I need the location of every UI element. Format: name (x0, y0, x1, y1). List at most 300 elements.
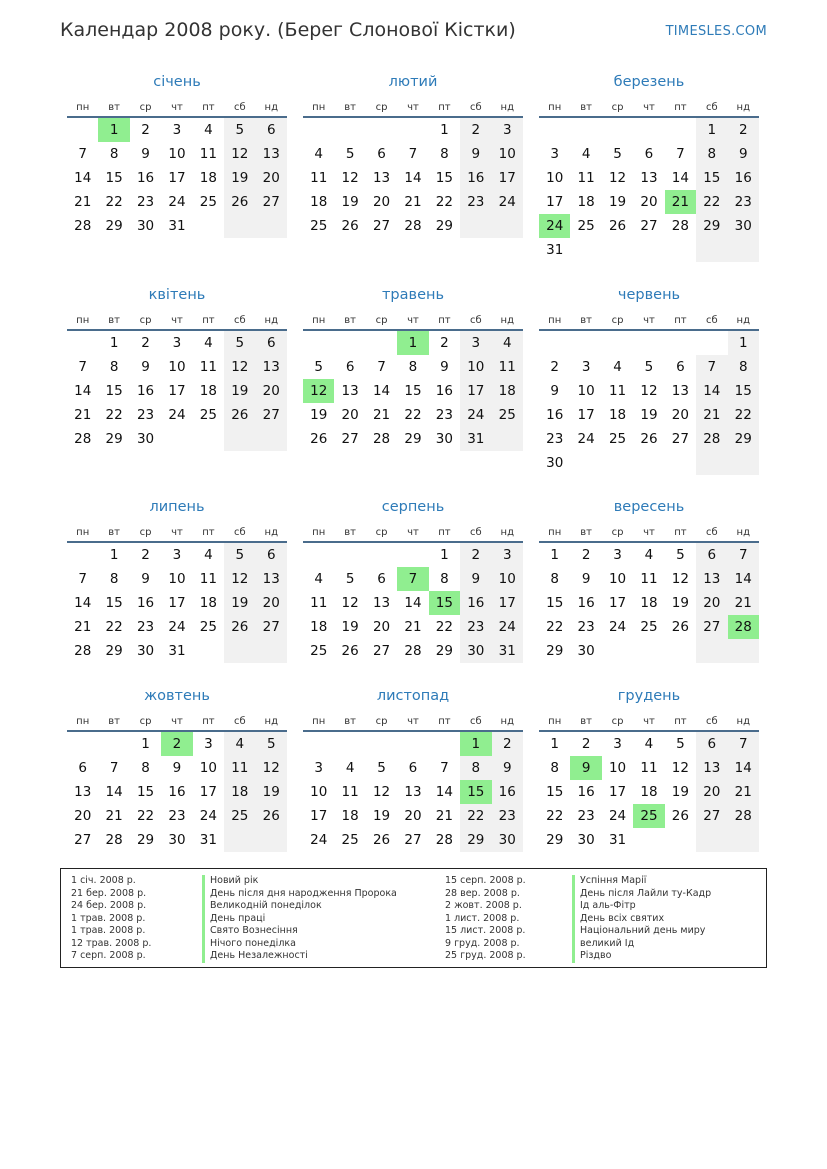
day-cell[interactable]: 6 (644, 146, 654, 162)
day-cell[interactable]: 27 (256, 190, 287, 214)
day-cell[interactable]: 23 (136, 194, 155, 210)
day-cell[interactable]: 4 (224, 731, 255, 756)
day-cell[interactable]: 17 (492, 166, 523, 190)
day-cell[interactable]: 13 (256, 142, 287, 166)
day-cell[interactable]: 7 (109, 760, 119, 776)
day-cell[interactable]: 22 (546, 808, 564, 824)
day-cell[interactable]: 2 (581, 736, 591, 752)
day-cell[interactable]: 9 (460, 567, 491, 591)
day-cell[interactable]: 4 (492, 330, 523, 355)
day-cell[interactable]: 29 (105, 431, 123, 447)
day-cell[interactable]: 16 (492, 780, 523, 804)
day-cell[interactable]: 26 (341, 218, 359, 234)
day-cell[interactable]: 29 (435, 643, 453, 659)
day-cell[interactable]: 12 (671, 571, 689, 587)
day-cell[interactable]: 19 (310, 407, 328, 423)
day-cell[interactable]: 7 (377, 359, 386, 375)
day-cell[interactable]: 12 (671, 760, 689, 776)
day-cell[interactable]: 9 (492, 756, 523, 780)
day-cell[interactable]: 29 (696, 214, 727, 238)
day-cell[interactable]: 1 (460, 731, 491, 756)
day-cell[interactable]: 29 (105, 643, 123, 659)
day-cell[interactable]: 22 (105, 619, 123, 635)
day-cell[interactable]: 27 (696, 615, 727, 639)
day-cell[interactable]: 5 (256, 731, 287, 756)
day-cell[interactable]: 12 (256, 756, 287, 780)
day-cell[interactable]: 20 (696, 780, 727, 804)
day-cell[interactable]: 11 (640, 571, 658, 587)
day-cell[interactable]: 5 (224, 542, 255, 567)
day-cell[interactable]: 4 (644, 736, 654, 752)
day-cell[interactable]: 6 (345, 359, 355, 375)
day-cell[interactable]: 17 (492, 591, 523, 615)
day-cell[interactable]: 4 (581, 146, 591, 162)
day-cell[interactable]: 18 (199, 595, 217, 611)
day-cell[interactable]: 30 (136, 431, 155, 447)
day-cell[interactable]: 7 (78, 359, 87, 375)
day-cell[interactable]: 1 (141, 736, 150, 752)
day-cell[interactable]: 22 (105, 194, 123, 210)
day-cell[interactable]: 27 (256, 615, 287, 639)
day-cell[interactable]: 23 (136, 407, 155, 423)
day-cell[interactable]: 18 (224, 780, 255, 804)
day-cell[interactable]: 16 (728, 166, 759, 190)
day-cell[interactable]: 20 (640, 194, 658, 210)
day-cell[interactable]: 6 (256, 330, 287, 355)
day-cell[interactable]: 14 (404, 170, 422, 186)
day-cell[interactable]: 1 (397, 330, 428, 355)
day-cell[interactable]: 17 (168, 595, 186, 611)
day-cell[interactable]: 16 (168, 784, 186, 800)
day-cell[interactable]: 14 (105, 784, 123, 800)
day-cell[interactable]: 18 (310, 194, 328, 210)
day-cell[interactable]: 12 (224, 142, 255, 166)
day-cell[interactable]: 5 (676, 547, 685, 563)
day-cell[interactable]: 10 (608, 571, 627, 587)
day-cell[interactable]: 27 (372, 643, 391, 659)
day-cell[interactable]: 6 (78, 760, 87, 776)
day-cell[interactable]: 26 (671, 619, 689, 635)
day-cell[interactable]: 24 (608, 619, 627, 635)
day-cell[interactable]: 26 (224, 190, 255, 214)
day-cell[interactable]: 24 (168, 619, 186, 635)
day-cell[interactable]: 3 (172, 547, 182, 563)
day-cell[interactable]: 1 (98, 117, 129, 142)
day-cell[interactable]: 14 (435, 784, 453, 800)
day-cell[interactable]: 20 (256, 379, 287, 403)
day-cell[interactable]: 30 (168, 832, 186, 848)
day-cell[interactable]: 22 (696, 190, 727, 214)
day-cell[interactable]: 28 (105, 832, 123, 848)
day-cell[interactable]: 15 (546, 595, 564, 611)
day-cell[interactable]: 21 (728, 780, 759, 804)
day-cell[interactable]: 10 (168, 571, 186, 587)
day-cell[interactable]: 19 (640, 407, 658, 423)
day-cell[interactable]: 24 (310, 832, 328, 848)
day-cell[interactable]: 24 (168, 407, 186, 423)
day-cell[interactable]: 12 (341, 595, 359, 611)
day-cell[interactable]: 11 (608, 383, 627, 399)
day-cell[interactable]: 24 (460, 403, 491, 427)
day-cell[interactable]: 6 (676, 359, 685, 375)
day-cell[interactable]: 7 (440, 760, 449, 776)
day-cell[interactable]: 19 (224, 166, 255, 190)
day-cell[interactable]: 28 (728, 615, 759, 639)
day-cell[interactable]: 13 (372, 170, 391, 186)
day-cell[interactable]: 2 (141, 335, 150, 351)
day-cell[interactable]: 3 (550, 146, 559, 162)
day-cell[interactable]: 25 (577, 218, 595, 234)
day-cell[interactable]: 2 (460, 542, 491, 567)
day-cell[interactable]: 16 (136, 170, 155, 186)
day-cell[interactable]: 29 (404, 431, 422, 447)
day-cell[interactable]: 26 (640, 431, 658, 447)
day-cell[interactable]: 12 (224, 355, 255, 379)
day-cell[interactable]: 8 (440, 146, 449, 162)
day-cell[interactable]: 28 (74, 431, 92, 447)
day-cell[interactable]: 14 (404, 595, 422, 611)
day-cell[interactable]: 15 (105, 170, 123, 186)
day-cell[interactable]: 16 (577, 595, 595, 611)
day-cell[interactable]: 19 (224, 591, 255, 615)
day-cell[interactable]: 26 (224, 403, 255, 427)
day-cell[interactable]: 3 (492, 542, 523, 567)
day-cell[interactable]: 4 (314, 146, 323, 162)
day-cell[interactable]: 6 (696, 731, 727, 756)
day-cell[interactable]: 28 (435, 832, 453, 848)
day-cell[interactable]: 15 (404, 383, 422, 399)
day-cell[interactable]: 6 (408, 760, 418, 776)
day-cell[interactable]: 4 (204, 335, 213, 351)
day-cell[interactable]: 16 (546, 407, 564, 423)
day-cell[interactable]: 17 (310, 808, 328, 824)
day-cell[interactable]: 29 (136, 832, 155, 848)
day-cell[interactable]: 28 (404, 643, 422, 659)
day-cell[interactable]: 27 (671, 431, 689, 447)
day-cell[interactable]: 19 (608, 194, 627, 210)
day-cell[interactable]: 20 (341, 407, 359, 423)
day-cell[interactable]: 11 (199, 146, 217, 162)
day-cell[interactable]: 3 (460, 330, 491, 355)
day-cell[interactable]: 31 (546, 242, 564, 258)
day-cell[interactable]: 15 (105, 595, 123, 611)
day-cell[interactable]: 4 (644, 547, 654, 563)
day-cell[interactable]: 7 (676, 146, 685, 162)
day-cell[interactable]: 18 (640, 595, 658, 611)
day-cell[interactable]: 24 (199, 808, 217, 824)
day-cell[interactable]: 31 (168, 218, 186, 234)
day-cell[interactable]: 14 (696, 379, 727, 403)
day-cell[interactable]: 29 (546, 643, 564, 659)
day-cell[interactable]: 17 (608, 784, 627, 800)
day-cell[interactable]: 2 (728, 117, 759, 142)
day-cell[interactable]: 1 (440, 122, 449, 138)
day-cell[interactable]: 18 (608, 407, 627, 423)
day-cell[interactable]: 2 (492, 731, 523, 756)
day-cell[interactable]: 20 (696, 591, 727, 615)
day-cell[interactable]: 14 (74, 170, 92, 186)
day-cell[interactable]: 28 (74, 643, 92, 659)
day-cell[interactable]: 13 (640, 170, 658, 186)
day-cell[interactable]: 25 (492, 403, 523, 427)
day-cell[interactable]: 20 (372, 619, 391, 635)
day-cell[interactable]: 8 (440, 571, 449, 587)
day-cell[interactable]: 21 (372, 407, 391, 423)
day-cell[interactable]: 9 (141, 359, 150, 375)
day-cell[interactable]: 12 (372, 784, 391, 800)
day-cell[interactable]: 13 (256, 567, 287, 591)
day-cell[interactable]: 26 (256, 804, 287, 828)
day-cell[interactable]: 1 (728, 330, 759, 355)
day-cell[interactable]: 2 (141, 547, 150, 563)
day-cell[interactable]: 2 (460, 117, 491, 142)
day-cell[interactable]: 5 (345, 571, 355, 587)
day-cell[interactable]: 26 (310, 431, 328, 447)
day-cell[interactable]: 21 (105, 808, 123, 824)
day-cell[interactable]: 15 (460, 780, 491, 804)
day-cell[interactable]: 24 (608, 808, 627, 824)
day-cell[interactable]: 27 (404, 832, 422, 848)
day-cell[interactable]: 21 (404, 619, 422, 635)
day-cell[interactable]: 13 (256, 355, 287, 379)
day-cell[interactable]: 11 (224, 756, 255, 780)
day-cell[interactable]: 5 (224, 117, 255, 142)
day-cell[interactable]: 19 (341, 194, 359, 210)
day-cell[interactable]: 20 (256, 166, 287, 190)
day-cell[interactable]: 10 (546, 170, 564, 186)
day-cell[interactable]: 29 (105, 218, 123, 234)
day-cell[interactable]: 11 (199, 359, 217, 375)
day-cell[interactable]: 5 (224, 330, 255, 355)
day-cell[interactable]: 9 (550, 383, 559, 399)
day-cell[interactable]: 26 (608, 218, 627, 234)
day-cell[interactable]: 12 (341, 170, 359, 186)
day-cell[interactable]: 20 (671, 407, 689, 423)
day-cell[interactable]: 13 (404, 784, 422, 800)
day-cell[interactable]: 25 (640, 619, 658, 635)
day-cell[interactable]: 16 (136, 595, 155, 611)
day-cell[interactable]: 27 (256, 403, 287, 427)
day-cell[interactable]: 8 (109, 146, 119, 162)
day-cell[interactable]: 18 (341, 808, 359, 824)
day-cell[interactable]: 5 (377, 760, 386, 776)
day-cell[interactable]: 21 (74, 194, 92, 210)
day-cell[interactable]: 22 (435, 194, 453, 210)
day-cell[interactable]: 4 (314, 571, 323, 587)
day-cell[interactable]: 22 (460, 804, 491, 828)
day-cell[interactable]: 11 (310, 595, 328, 611)
day-cell[interactable]: 30 (435, 431, 453, 447)
day-cell[interactable]: 4 (204, 547, 213, 563)
day-cell[interactable]: 7 (78, 146, 87, 162)
day-cell[interactable]: 15 (429, 591, 460, 615)
day-cell[interactable]: 14 (728, 756, 759, 780)
day-cell[interactable]: 3 (581, 359, 591, 375)
day-cell[interactable]: 24 (539, 214, 570, 238)
day-cell[interactable]: 31 (608, 832, 627, 848)
day-cell[interactable]: 17 (460, 379, 491, 403)
day-cell[interactable]: 25 (310, 643, 328, 659)
day-cell[interactable]: 21 (404, 194, 422, 210)
day-cell[interactable]: 10 (608, 760, 627, 776)
day-cell[interactable]: 23 (136, 619, 155, 635)
day-cell[interactable]: 7 (728, 542, 759, 567)
day-cell[interactable]: 16 (435, 383, 453, 399)
day-cell[interactable]: 24 (168, 194, 186, 210)
day-cell[interactable]: 19 (671, 595, 689, 611)
day-cell[interactable]: 19 (372, 808, 391, 824)
day-cell[interactable]: 10 (492, 567, 523, 591)
day-cell[interactable]: 4 (345, 760, 355, 776)
day-cell[interactable]: 20 (404, 808, 422, 824)
day-cell[interactable]: 30 (577, 643, 595, 659)
day-cell[interactable]: 19 (671, 784, 689, 800)
day-cell[interactable]: 21 (74, 407, 92, 423)
day-cell[interactable]: 26 (341, 643, 359, 659)
day-cell[interactable]: 27 (372, 218, 391, 234)
day-cell[interactable]: 8 (141, 760, 150, 776)
day-cell[interactable]: 8 (550, 760, 559, 776)
day-cell[interactable]: 24 (492, 190, 523, 214)
day-cell[interactable]: 25 (199, 194, 217, 210)
day-cell[interactable]: 22 (136, 808, 155, 824)
day-cell[interactable]: 2 (161, 731, 192, 756)
day-cell[interactable]: 3 (613, 547, 622, 563)
day-cell[interactable]: 13 (671, 383, 689, 399)
day-cell[interactable]: 28 (74, 218, 92, 234)
day-cell[interactable]: 8 (460, 756, 491, 780)
day-cell[interactable]: 14 (372, 383, 391, 399)
day-cell[interactable]: 15 (728, 379, 759, 403)
day-cell[interactable]: 16 (577, 784, 595, 800)
day-cell[interactable]: 18 (577, 194, 595, 210)
day-cell[interactable]: 18 (492, 379, 523, 403)
day-cell[interactable]: 30 (492, 828, 523, 852)
day-cell[interactable]: 10 (168, 359, 186, 375)
day-cell[interactable]: 6 (377, 146, 386, 162)
day-cell[interactable]: 2 (141, 122, 150, 138)
day-cell[interactable]: 12 (303, 379, 334, 403)
day-cell[interactable]: 13 (74, 784, 92, 800)
day-cell[interactable]: 9 (570, 756, 601, 780)
day-cell[interactable]: 20 (74, 808, 92, 824)
day-cell[interactable]: 19 (224, 379, 255, 403)
day-cell[interactable]: 13 (696, 567, 727, 591)
day-cell[interactable]: 14 (74, 383, 92, 399)
day-cell[interactable]: 21 (435, 808, 453, 824)
day-cell[interactable]: 19 (341, 619, 359, 635)
day-cell[interactable]: 18 (199, 170, 217, 186)
day-cell[interactable]: 14 (74, 595, 92, 611)
day-cell[interactable]: 13 (372, 595, 391, 611)
day-cell[interactable]: 27 (696, 804, 727, 828)
day-cell[interactable]: 31 (492, 639, 523, 663)
day-cell[interactable]: 10 (460, 355, 491, 379)
day-cell[interactable]: 31 (199, 832, 217, 848)
day-cell[interactable]: 11 (640, 760, 658, 776)
day-cell[interactable]: 9 (460, 142, 491, 166)
day-cell[interactable]: 5 (613, 146, 622, 162)
day-cell[interactable]: 5 (314, 359, 323, 375)
day-cell[interactable]: 25 (199, 407, 217, 423)
day-cell[interactable]: 10 (310, 784, 328, 800)
day-cell[interactable]: 1 (696, 117, 727, 142)
brand-link[interactable]: TIMESLES.COM (665, 24, 767, 39)
day-cell[interactable]: 1 (440, 547, 449, 563)
day-cell[interactable]: 16 (136, 383, 155, 399)
day-cell[interactable]: 17 (168, 170, 186, 186)
day-cell[interactable]: 21 (728, 591, 759, 615)
day-cell[interactable]: 23 (168, 808, 186, 824)
day-cell[interactable]: 22 (728, 403, 759, 427)
day-cell[interactable]: 30 (546, 455, 564, 471)
day-cell[interactable]: 18 (310, 619, 328, 635)
day-cell[interactable]: 25 (608, 431, 627, 447)
day-cell[interactable]: 3 (204, 736, 213, 752)
day-cell[interactable]: 8 (696, 142, 727, 166)
day-cell[interactable]: 18 (640, 784, 658, 800)
day-cell[interactable]: 14 (728, 567, 759, 591)
day-cell[interactable]: 11 (310, 170, 328, 186)
day-cell[interactable]: 5 (676, 736, 685, 752)
day-cell[interactable]: 9 (141, 571, 150, 587)
day-cell[interactable]: 23 (577, 619, 595, 635)
day-cell[interactable]: 10 (199, 760, 217, 776)
day-cell[interactable]: 29 (546, 832, 564, 848)
day-cell[interactable]: 7 (728, 731, 759, 756)
day-cell[interactable]: 26 (372, 832, 391, 848)
day-cell[interactable]: 15 (435, 170, 453, 186)
day-cell[interactable]: 20 (256, 591, 287, 615)
day-cell[interactable]: 3 (613, 736, 622, 752)
day-cell[interactable]: 9 (728, 142, 759, 166)
day-cell[interactable]: 29 (728, 427, 759, 451)
day-cell[interactable]: 11 (341, 784, 359, 800)
day-cell[interactable]: 23 (577, 808, 595, 824)
day-cell[interactable]: 14 (671, 170, 689, 186)
day-cell[interactable]: 25 (633, 804, 664, 828)
day-cell[interactable]: 3 (492, 117, 523, 142)
day-cell[interactable]: 20 (372, 194, 391, 210)
day-cell[interactable]: 4 (204, 122, 213, 138)
day-cell[interactable]: 9 (172, 760, 182, 776)
day-cell[interactable]: 16 (460, 591, 491, 615)
day-cell[interactable]: 6 (256, 117, 287, 142)
day-cell[interactable]: 3 (314, 760, 323, 776)
day-cell[interactable]: 11 (199, 571, 217, 587)
day-cell[interactable]: 27 (341, 431, 359, 447)
day-cell[interactable]: 25 (341, 832, 359, 848)
day-cell[interactable]: 28 (728, 804, 759, 828)
day-cell[interactable]: 9 (440, 359, 449, 375)
day-cell[interactable]: 2 (581, 547, 591, 563)
day-cell[interactable]: 12 (640, 383, 658, 399)
day-cell[interactable]: 13 (341, 383, 359, 399)
day-cell[interactable]: 25 (224, 804, 255, 828)
day-cell[interactable]: 31 (460, 427, 491, 451)
day-cell[interactable]: 22 (435, 619, 453, 635)
day-cell[interactable]: 2 (550, 359, 559, 375)
day-cell[interactable]: 15 (546, 784, 564, 800)
day-cell[interactable]: 3 (172, 122, 182, 138)
day-cell[interactable]: 7 (408, 146, 418, 162)
day-cell[interactable]: 29 (460, 828, 491, 852)
day-cell[interactable]: 22 (546, 619, 564, 635)
day-cell[interactable]: 6 (696, 542, 727, 567)
day-cell[interactable]: 6 (377, 571, 386, 587)
day-cell[interactable]: 10 (168, 146, 186, 162)
day-cell[interactable]: 16 (460, 166, 491, 190)
